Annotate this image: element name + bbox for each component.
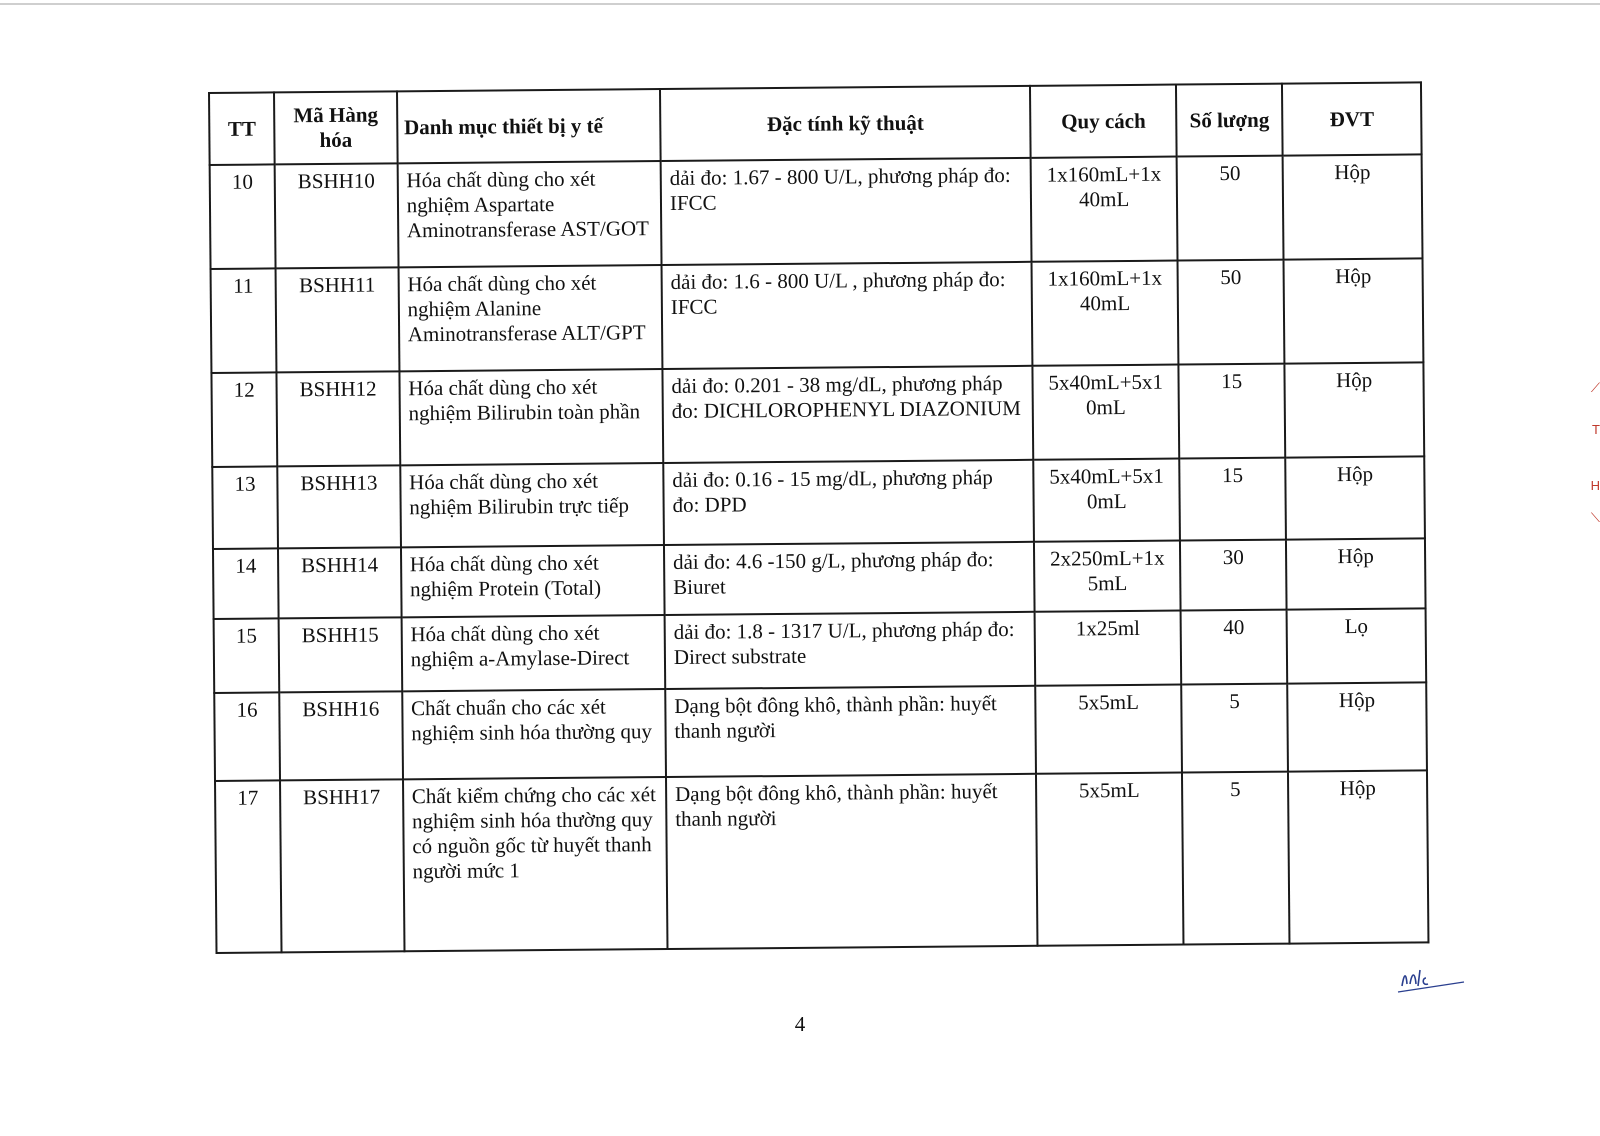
cell-pack: 5x40mL+5x1 0mL [1033,365,1180,460]
cell-qty: 30 [1180,540,1287,611]
cell-name: Hóa chất dùng cho xét nghiệm Bilirubin toàn phần [399,369,663,465]
header-pack: Quy cách [1030,85,1176,158]
stamp-edge-fragment: ⟋ T H ⟍ [1590,380,1600,525]
cell-pack: 5x40mL+5x1 0mL [1033,459,1180,542]
cell-tt: 11 [211,268,277,373]
equipment-table [208,81,1429,954]
cell-code: BSHH15 [279,617,402,692]
cell-spec: dải đo: 0.16 - 15 mg/dL, phương pháp đo: DPD [663,460,1034,545]
cell-spec: dải đo: 1.8 - 1317 U/L, phương pháp đo: Direct substrate [664,612,1035,689]
cell-name: Chất chuẩn cho các xét nghiệm sinh hóa thường quy [402,689,666,779]
header-code: Mã Hàng hóa [274,91,397,164]
cell-tt: 10 [210,164,276,269]
cell-qty: 15 [1179,458,1286,541]
cell-tt: 17 [215,780,282,953]
header-qty: Số lượng [1176,84,1283,157]
cell-tt: 16 [214,692,280,781]
cell-pack: 5x5mL [1035,685,1182,774]
cell-code: BSHH11 [276,267,399,372]
cell-name: Hóa chất dùng cho xét nghiệm Protein (Total) [401,545,665,617]
cell-pack: 1x160mL+1x 40mL [1032,261,1179,366]
cell-code: BSHH14 [278,547,401,618]
cell-code: BSHH13 [278,465,401,548]
cell-qty: 5 [1181,684,1288,773]
cell-pack: 2x250mL+1x 5mL [1034,541,1180,612]
cell-code: BSHH10 [275,163,398,268]
header-tt: TT [209,92,275,165]
cell-unit: Hộp [1285,362,1425,457]
cell-name: Hóa chất dùng cho xét nghiệm Alanine Aminotransferase ALT/GPT [398,265,662,371]
cell-name: Hóa chất dùng cho xét nghiệm Aspartate Aminotransferase AST/GOT [397,161,661,267]
cell-spec: Dạng bột đông khô, thành phần: huyết thanh người [666,774,1038,949]
cell-spec: dải đo: 1.6 - 800 U/L , phương pháp đo: IFCC [661,262,1032,369]
initials-signature [1396,964,1466,994]
cell-tt: 12 [211,372,277,467]
header-spec: Đặc tính kỹ thuật [660,86,1031,161]
table-row [212,456,1425,549]
header-name: Danh mục thiết bị y tế [397,89,661,163]
cell-unit: Lọ [1287,608,1426,683]
cell-unit: Hộp [1288,770,1428,943]
table-row [211,258,1424,373]
cell-qty: 50 [1178,260,1285,365]
cell-unit: Hộp [1286,538,1425,609]
cell-qty: 50 [1177,156,1284,261]
cell-spec: dải đo: 1.67 - 800 U/L, phương pháp đo: IFCC [661,158,1032,265]
cell-name: Hóa chất dùng cho xét nghiệm Bilirubin trực tiếp [400,463,664,547]
cell-code: BSHH16 [280,691,403,780]
cell-spec: dải đo: 4.6 -150 g/L, phương pháp đo: Biuret [664,542,1035,615]
cell-tt: 15 [214,618,280,693]
cell-pack: 5x5mL [1036,773,1183,946]
cell-unit: Hộp [1285,456,1425,539]
cell-name: Hóa chất dùng cho xét nghiệm a-Amylase-Direct [401,615,665,691]
table-header-row [209,82,1422,165]
cell-qty: 40 [1181,610,1288,685]
cell-name: Chất kiểm chứng cho các xét nghiệm sinh hóa thường quy có nguồn gốc từ huyết thanh người mức 1 [403,777,668,951]
cell-spec: Dạng bột đông khô, thành phần: huyết thanh người [665,686,1036,777]
cell-qty: 15 [1179,364,1286,459]
cell-unit: Hộp [1287,682,1427,771]
table-row [214,608,1427,693]
table-row [214,682,1427,781]
scan-top-edge [0,3,1600,5]
table-row [213,538,1426,619]
cell-code: BSHH17 [280,779,404,952]
page-number: 4 [794,1012,806,1036]
cell-unit: Hộp [1283,154,1423,259]
cell-code: BSHH12 [277,371,400,466]
table-row [215,770,1428,953]
header-unit: ĐVT [1282,82,1421,155]
cell-pack: 1x160mL+1x 40mL [1031,157,1178,262]
cell-tt: 13 [212,466,278,549]
cell-pack: 1x25ml [1035,611,1182,686]
table-row [210,154,1423,269]
cell-tt: 14 [213,548,279,619]
table-row [211,362,1424,467]
cell-spec: dải đo: 0.201 - 38 mg/dL, phương pháp đo: DICHLOROPHENYL DIAZONIUM [662,366,1033,463]
cell-unit: Hộp [1284,258,1424,363]
cell-qty: 5 [1182,772,1290,945]
